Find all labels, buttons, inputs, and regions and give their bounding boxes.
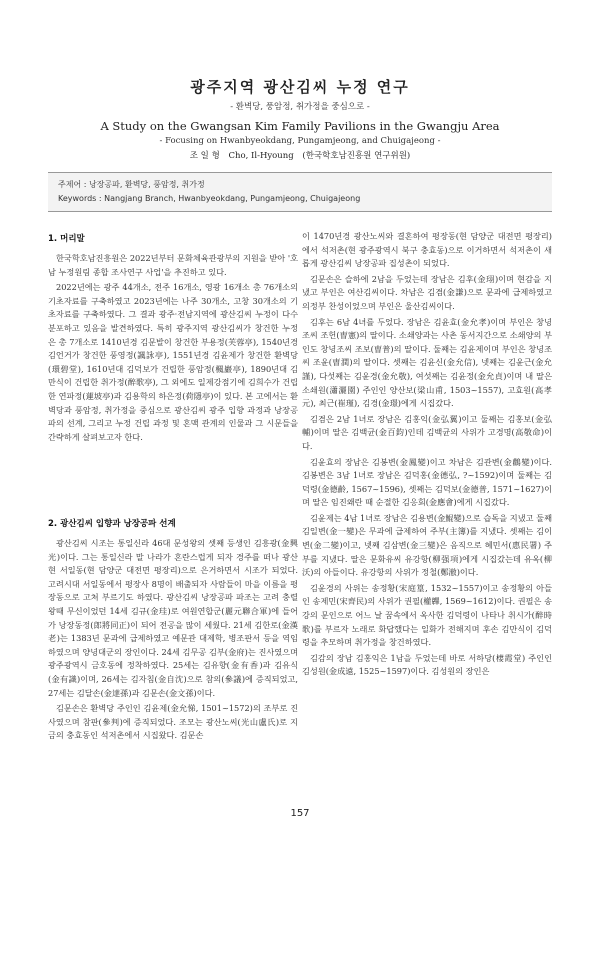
paragraph: 김문손은 슬하에 2남을 두었는데 장남은 김후(金珝)이며 현감을 지냈고 부인은 여산김씨이다. 차남은 김겸(金謙)으로 문과에 급제하였고 의정부 찬성이었으며 부인은 울산김씨이다. <box>302 273 552 311</box>
keywords-box <box>48 172 552 212</box>
subtitle-korean: - 환벽당, 풍암정, 취가정을 중심으로 - <box>230 102 370 112</box>
page-number: 157 <box>290 808 310 819</box>
title-korean: 광주지역 광산김씨 누정 연구 <box>190 78 410 96</box>
section-2-heading: 2. 광산김씨 입향과 낭장공파 선계 <box>48 519 176 529</box>
paragraph: 이 1470년경 광산노씨와 결혼하여 평장동(현 담양군 대전면 평장리)에서 석저촌(현 광주광역시 북구 충효동)으로 이거하면서 석저촌이 새롭게 광산김씨 낭장공파 집성촌이 되었다. <box>302 231 552 269</box>
keywords-english: Keywords : Nangjang Branch, Hwanbyeokdang, Pungamjeong, Chuigajeong <box>58 194 361 203</box>
author-line <box>0 149 600 163</box>
author-name-korean: 조 일 형 <box>189 151 220 161</box>
article-header <box>0 76 600 163</box>
paragraph: 김문손은 환벽당 주인인 김윤제(金允悌, 1501~1572)의 조부로 진사였으며 참판(參判)에 증직되었다. 조모는 광산노씨(光山盧氏)로 지금의 충효동인 석저촌에서 시집왔다. 김문손 <box>48 703 298 741</box>
paragraph: 광산김씨 시조는 통일신라 46대 문성왕의 셋째 등생인 김흥광(金興光)이다. 그는 통일신라 말 나라가 혼란스럽게 되자 경주를 떠나 광산현 서일동(현 담양군 대전면 평장리)으로 은거하면서 시조가 되었다. 고려시대 서일동에서 평장사 8명이 배출되자 사람들이 마을 이름을 평장동으로 고쳐 부르기도 하였다. 광산김씨 낭장공파 파조는 고려 충렬왕때 무신이었던 14세 김규(金珪)로 여원연합군(麗元聯合軍)에 들어가 낭장동정(郎將同正)이 되어 전공을 많이 세웠다. 21세 김한로(金漢老)는 1383년 문과에 급제하였고 예문관 대제학, 병조판서 등을 역임하였으며 양녕대군의 장인이다. 24세 김무공 김부(金府)는 진사였으며 광주광역시 금호동에 정착하였다. 25세는 김유향(金有香)과 김유식(金有識)이며, 26세는 김자침(金自沈)으로 참의(參議)에 증직되었고, 27세는 김달손(金達孫)과 김문손(金文孫)이다. <box>48 538 298 698</box>
paragraph: 2022년에는 광주 44개소, 전주 16개소, 영광 16개소 총 76개소의 기초자료를 구축하였고 2023년에는 나주 30개소, 고창 30개소의 기초자료를 구축하였다. 그 결과 광주·전남지역에 광산김씨 누정이 다수 분포하고 있음을 발견하였다. 특히 광주지역 광산김씨가 창건한 누정은 총 7개소로 1410년경 김문발이 창건한 부용정(芙蓉亭), 1540년경 김언거가 창건한 풍영정(諷詠亭), 1551년경 김윤제가 창건한 환벽당(環碧堂), 1610년대 김덕보가 건립한 풍암정(楓巖亭), 1890년대 김만식이 건립한 취가정(醉歌亭), 그 외에도 일제강점기에 김희수가 건립한 연파정(蓮坡亭)과 김용학의 하은정(荷隱亭)이 있다. 본 고에서는 환벽당과 풍암정, 취가정을 중심으로 광산김씨 광주 입향 과정과 낭장공파의 선계, 그리고 누정 건립 과정 및 혼맥 관계의 인물과 그 시문들을 간략하게 살펴보고자 한다. <box>48 282 298 442</box>
paragraph: 김윤효의 장남은 김봉변(金鳳變)이고 차남은 김관변(金鸛變)이다. 김봉변은 3남 1녀로 장남은 김덕홍(金德弘, ?~1592)이며 둘째는 김덕령(金德齡, 1567~1596), 셋째는 김덕보(金德普, 1571~1627)이며 딸은 임진왜란 때 순절한 김응회(金應會)에게 시집갔다. <box>302 456 552 508</box>
title-english: A Study on the Gwangsan Kim Family Pavilions in the Gwangju Area <box>100 119 500 133</box>
paragraph: 김윤제는 4남 1녀로 장남은 김용변(金鯤變)으로 습독을 지냈고 둘째 김일변(金一變)은 무과에 급제하여 주부(主簿)를 지냈다. 셋째는 김이변(金二變)이고, 넷째 김삼변(金三變)은 음직으로 혜민서(惠民署) 주부를 지냈다. 딸은 문화유씨 유강항(柳强項)에게 시집갔는데 유옥(柳沃)의 아들이다. 유강항의 사위가 정철(鄭澈)이다. <box>302 512 552 578</box>
paragraph: 김윤경의 사위는 송정황(宋庭篁, 1532~1557)이고 송정황의 아들인 송제민(宋齊民)의 사위가 권필(權韠, 1569~1612)이다. 권필은 송강의 문인으로 어느 날 꿈속에서 옥사한 김덕령이 나타나 취시가(醉時歌)를 부르자 노래로 화답했다는 일화가 전해지며 후손 김만식이 김덕령을 추모하며 취가정을 창건하였다. <box>302 582 552 648</box>
left-column <box>48 227 298 972</box>
author-name-english: Cho, Il-Hyoung <box>228 151 294 161</box>
subtitle-english: - Focusing on Hwanbyeokdang, Pungamjeong, and Chuigajeong - <box>159 136 441 146</box>
paragraph: 김감의 장남 김홍익은 1남을 두었는데 바로 서하당(棲霞堂) 주인인 김성원(金成遠, 1525~1597)이다. 김성원의 장인은 <box>302 652 552 677</box>
paragraph: 한국학호남진흥원은 2022년부터 문화체육관광부의 지원을 받아 '호남 누정원림 종합 조사연구 사업'을 추진하고 있다. <box>48 253 298 277</box>
section-2-body <box>48 537 298 972</box>
keywords-korean: 주제어 : 낭장공파, 환벽당, 풍암정, 취가정 <box>58 180 205 189</box>
section-1-body <box>48 252 298 512</box>
right-column <box>302 230 552 830</box>
paragraph: 김후는 6남 4녀를 두었다. 장남은 김윤효(金允孝)이며 부인은 창녕조씨 조헌(曺憲)의 딸이다. 소쇄양과는 사촌 동서지간으로 소쇄양의 부인도 창녕조씨 조보(曺普)의 딸이다. 둘째는 김윤제이며 부인은 창녕조씨 조윤(曺潤)의 딸이다. 셋째는 김윤신(金允信), 넷째는 김윤근(金允謹), 다섯째는 김윤경(金允敬), 여섯째는 김윤정(金允貞)이며 내 딸은 소쇄원(瀟灑園) 주인인 양산보(梁山甫, 1503~1557), 고효원(高孝元), 최근(崔瑾), 김경(金璟)에게 시집갔다. <box>302 316 552 409</box>
author-affiliation: (한국학호남진흥원 연구위원) <box>302 151 411 161</box>
paragraph: 김겸은 2남 1녀로 장남은 김홍익(金弘翼)이고 둘째는 김홍보(金弘輔)이며 딸은 김백균(金百鈞)인데 김백균의 사위가 고경명(高敬命)이다. <box>302 413 552 451</box>
section-1-heading: 1. 머리말 <box>48 234 85 244</box>
right-column-body <box>302 230 552 830</box>
